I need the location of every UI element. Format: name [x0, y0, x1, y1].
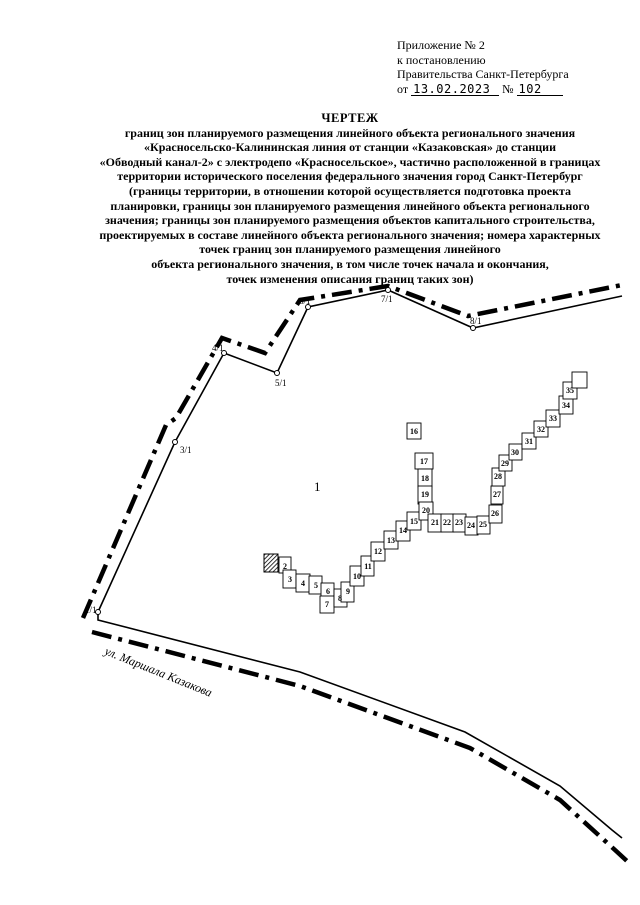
object-label: 26	[491, 509, 499, 518]
boundary-point-3-1	[173, 440, 178, 445]
boundary-point-8-1	[471, 326, 476, 331]
object-label: 23	[455, 518, 463, 527]
date-prefix: от	[397, 81, 409, 96]
boundary-point-7-1	[386, 288, 391, 293]
object-label: 5	[314, 581, 318, 590]
title-line: планировки, границы зон планируемого размещения линейного объекта регионального	[110, 198, 590, 213]
object-label: 9	[346, 587, 350, 596]
object-label: 3	[288, 575, 292, 584]
drawing-heading: ЧЕРТЕЖ	[321, 111, 379, 125]
object-label: 29	[501, 459, 509, 468]
object-label: 22	[443, 518, 451, 527]
object-label: 16	[410, 427, 418, 436]
zone-label: 1	[314, 479, 321, 494]
title-line: значения; границы зон планируемого размещения объектов капитального строительства,	[105, 213, 595, 228]
object-labels	[283, 386, 574, 609]
object-label: 19	[421, 490, 429, 499]
object-label: 10	[353, 572, 361, 581]
object-1-hatched	[264, 554, 278, 572]
object-label: 33	[549, 414, 557, 423]
attachment-line-2: к постановлению	[397, 52, 486, 67]
attachment-line-3: Правительства Санкт-Петербурга	[397, 67, 569, 81]
title-line: «Красносельско-Калининская линия от станции «Казаковская» до станции	[144, 140, 556, 155]
object-label: 32	[537, 425, 545, 434]
object-label: 21	[431, 518, 439, 527]
object-label: 34	[562, 401, 570, 410]
object-label: 4	[301, 579, 305, 588]
point-label: 1/1	[85, 605, 97, 615]
date-value: 13.02.2023	[411, 83, 499, 96]
object-label: 6	[326, 587, 330, 596]
number-value: 102	[517, 83, 563, 96]
object-label: 11	[364, 562, 372, 571]
object-label: 28	[494, 472, 502, 481]
object-label: 24	[467, 521, 475, 530]
title-line: границ зон планируемого размещения линейного объекта регионального значения	[124, 125, 576, 140]
title-line: точек границ зон планируемого размещения линейного	[199, 242, 501, 257]
territory-boundary-street	[92, 632, 628, 862]
number-prefix: №	[502, 81, 514, 96]
object-label: 12	[374, 547, 382, 556]
title-line: «Обводный канал-2» с электродепо «Красносельское», частично расположенной в границах	[99, 154, 601, 169]
point-label: 6/1	[299, 296, 311, 306]
object-label: 13	[387, 536, 395, 545]
object-label: 7	[325, 600, 329, 609]
object-label: 15	[410, 517, 418, 526]
object-label: 30	[511, 448, 519, 457]
object-label: 2	[283, 562, 287, 571]
object-label: 14	[399, 526, 407, 535]
object-label: 17	[420, 457, 428, 466]
title-line: территории исторического поселения федерального значения город Санкт-Петербург	[117, 169, 583, 184]
object-label: 27	[493, 490, 501, 499]
object-box	[572, 372, 587, 388]
zone-boundary	[98, 290, 622, 612]
point-label: 3/1	[180, 445, 192, 455]
point-label: 5/1	[275, 378, 287, 388]
point-label: 4/1	[212, 343, 224, 353]
planned-objects	[279, 372, 587, 613]
object-label: 31	[525, 437, 533, 446]
title-line: (границы территории, в отношении которой осуществляется подготовка проекта	[128, 183, 572, 198]
object-label: 20	[422, 506, 430, 515]
object-label: 18	[421, 474, 429, 483]
object-label: 35	[566, 386, 574, 395]
point-label: 8/1	[470, 316, 482, 326]
boundary-point-5-1	[275, 371, 280, 376]
zone-boundary-street	[98, 612, 622, 838]
object-label: 25	[479, 520, 487, 529]
attachment-line-1: Приложение № 2	[397, 38, 485, 52]
title-line: проектируемых в составе линейного объекта регионального значения; номера характерных	[99, 227, 601, 242]
street-label: ул. Маршала Казакова	[102, 643, 215, 700]
title-line: объекта регионального значения, в том числе точек начала и окончания,	[151, 256, 549, 271]
point-label: 7/1	[381, 294, 393, 304]
object-label: 8	[338, 594, 342, 603]
title-line: точек изменения описания границ таких зон)	[226, 271, 474, 286]
